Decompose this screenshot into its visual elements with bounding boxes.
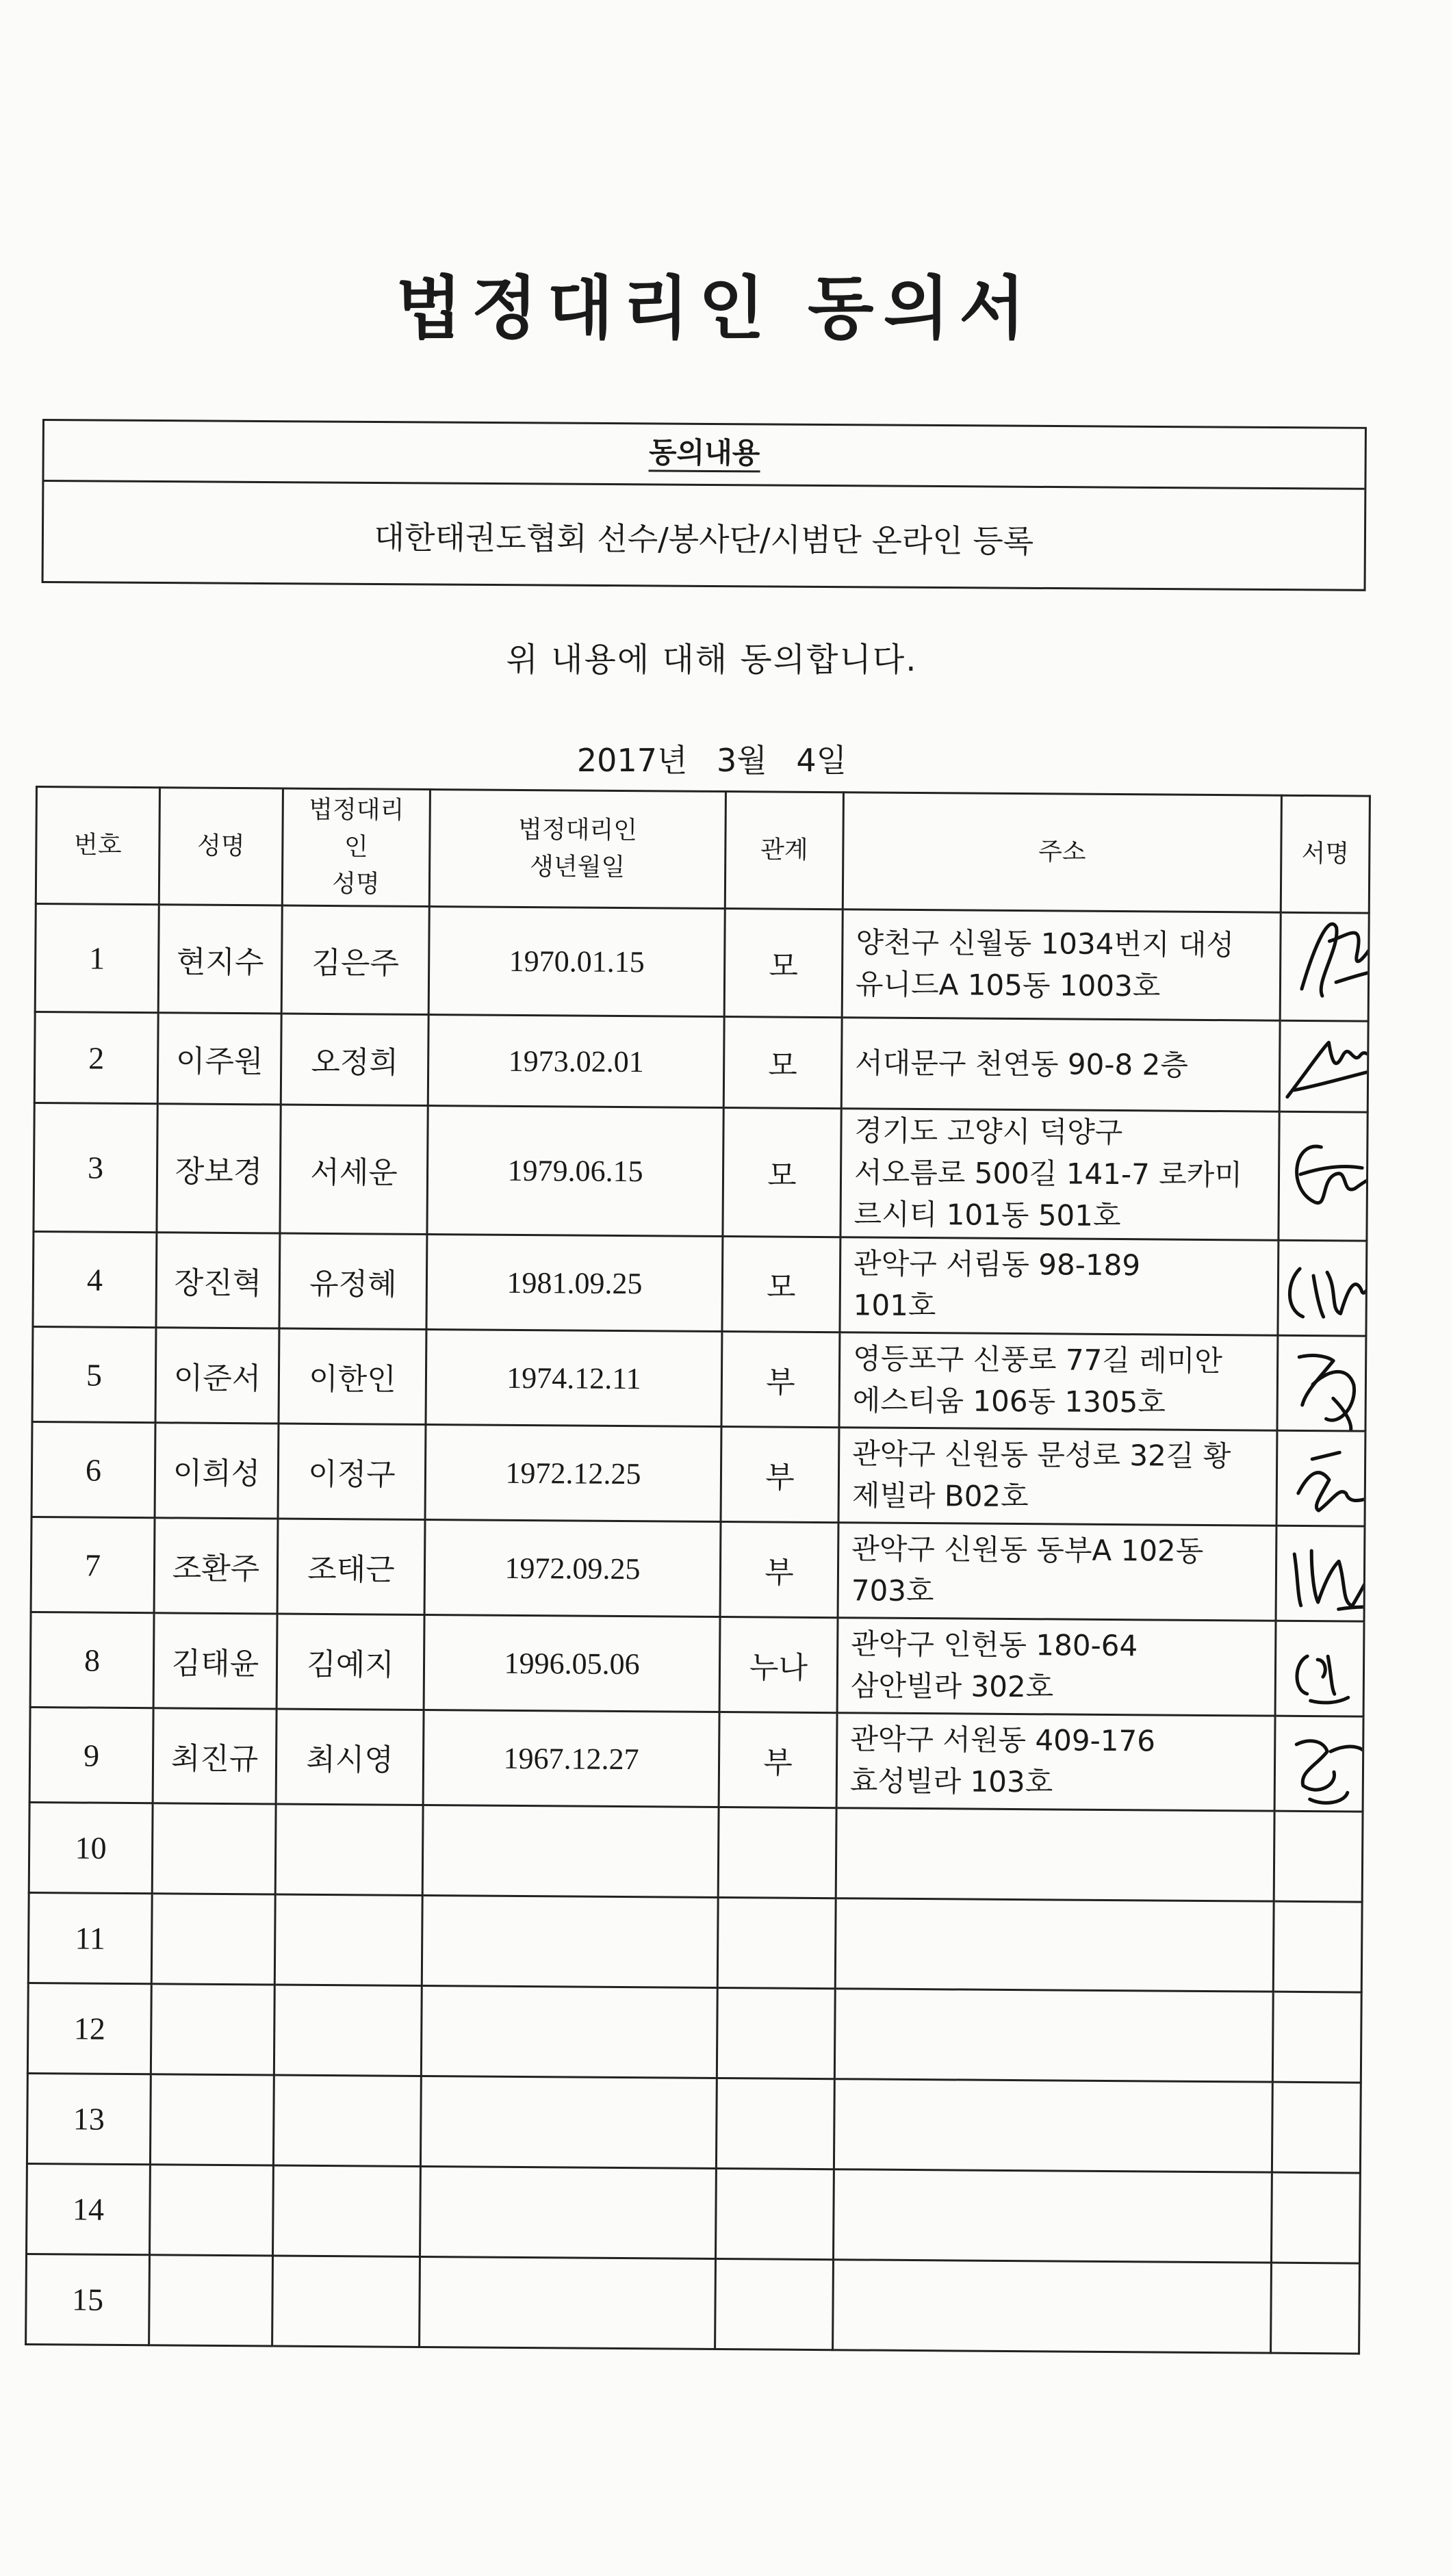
row-birth: 1996.05.06	[424, 1614, 720, 1712]
row-guardian: 이한인	[279, 1328, 426, 1424]
row-number: 1	[35, 904, 159, 1013]
address-line: 관악구 인헌동 180-64	[851, 1627, 1138, 1663]
table-row	[27, 2073, 1361, 2173]
table-row	[27, 2163, 1361, 2263]
row-relation: 부	[721, 1427, 839, 1523]
row-address	[841, 1018, 1280, 1111]
empty-cell	[1272, 1992, 1361, 2083]
row-number: 9	[29, 1707, 153, 1803]
address-line: 관악구 서원동 409-176	[850, 1722, 1156, 1758]
address-line: 경기도 고양시 덕양구	[854, 1113, 1123, 1150]
empty-cell	[420, 2166, 717, 2258]
row-signature	[1279, 1020, 1368, 1112]
row-guardian: 오정희	[281, 1014, 428, 1105]
empty-cell	[834, 1989, 1273, 2082]
row-signature	[1274, 1716, 1363, 1812]
table-row	[31, 1517, 1365, 1621]
header-guardian-name-line: 법정대리	[309, 795, 405, 825]
row-number: 13	[27, 2073, 151, 2164]
empty-cell	[834, 2079, 1272, 2172]
row-relation: 모	[724, 909, 843, 1018]
row-birth: 1979.06.15	[427, 1106, 723, 1237]
row-birth: 1981.09.25	[426, 1235, 723, 1332]
table-header-row	[36, 787, 1370, 914]
header-guardian-birth	[429, 790, 726, 909]
row-name: 이주원	[157, 1013, 281, 1105]
header-guardian-birth-line: 생년월일	[529, 853, 626, 882]
date-month: 3월	[717, 742, 767, 779]
row-signature	[1276, 1430, 1365, 1526]
table-row	[27, 1983, 1361, 2083]
row-address	[838, 1523, 1276, 1621]
table-row	[34, 1012, 1368, 1113]
row-address	[837, 1618, 1276, 1716]
guardian-table	[25, 786, 1369, 2355]
empty-cell	[717, 1898, 836, 1989]
row-guardian: 최시영	[276, 1709, 424, 1805]
row-address	[839, 1332, 1278, 1430]
header-relation: 관계	[725, 792, 843, 910]
row-signature	[1276, 1525, 1365, 1621]
row-guardian: 김은주	[281, 905, 429, 1014]
row-name: 장진혁	[156, 1233, 280, 1328]
empty-cell	[836, 1808, 1274, 1901]
row-number: 4	[33, 1231, 157, 1327]
row-relation: 부	[720, 1522, 838, 1618]
address-line: 703호	[851, 1573, 934, 1608]
signature-mark	[1275, 1621, 1364, 1716]
empty-cell	[273, 2075, 421, 2166]
address-line: 영등포구 신풍로 77길 레미안	[853, 1341, 1223, 1378]
header-guardian-name-line: 성명	[332, 870, 380, 899]
address-line: 관악구 신원동 동부A 102동	[851, 1532, 1204, 1569]
row-guardian: 김예지	[277, 1614, 424, 1710]
empty-cell	[1274, 1811, 1363, 1902]
table-row	[33, 1231, 1367, 1336]
table-row	[26, 2254, 1360, 2354]
table-row	[29, 1707, 1363, 1812]
table-row	[31, 1421, 1365, 1526]
row-number: 7	[31, 1517, 155, 1612]
header-guardian-name	[282, 788, 430, 906]
row-signature	[1277, 1335, 1366, 1431]
row-address	[836, 1713, 1275, 1811]
consent-box	[42, 419, 1367, 591]
empty-cell	[273, 2165, 421, 2256]
row-address	[842, 910, 1281, 1020]
row-number: 14	[27, 2163, 151, 2254]
row-number: 15	[26, 2254, 150, 2345]
row-name: 이준서	[155, 1328, 279, 1424]
row-number: 11	[28, 1892, 152, 1983]
signature-mark	[1280, 912, 1369, 1021]
table-row	[30, 1612, 1364, 1716]
date-year: 2017년	[576, 742, 688, 779]
row-name: 조환주	[154, 1518, 278, 1614]
table-row	[34, 1103, 1367, 1241]
consent-content: 대한태권도협회 선수/봉사단/시범단 온라인 등록	[374, 518, 1034, 560]
empty-cell	[272, 2256, 420, 2347]
row-name: 현지수	[158, 905, 282, 1014]
header-signature: 서명	[1281, 795, 1370, 913]
row-number: 8	[30, 1612, 154, 1708]
empty-cell	[421, 1985, 717, 2078]
empty-cell	[718, 1807, 836, 1898]
address-line: 제빌라 B02호	[851, 1478, 1029, 1514]
row-signature	[1278, 1240, 1367, 1336]
empty-cell	[149, 2255, 273, 2346]
document-date	[0, 736, 1424, 781]
signature-mark	[1276, 1430, 1365, 1526]
row-birth: 1967.12.27	[423, 1710, 719, 1807]
date-day: 4일	[796, 742, 847, 779]
table-row	[35, 904, 1369, 1022]
empty-cell	[275, 1804, 423, 1895]
empty-cell	[716, 2078, 834, 2169]
empty-cell	[1272, 2082, 1361, 2173]
table-row	[28, 1892, 1362, 1992]
row-guardian: 유정혜	[279, 1233, 427, 1329]
empty-cell	[420, 2076, 717, 2168]
row-guardian: 서세운	[280, 1105, 428, 1234]
row-name: 최진규	[153, 1708, 277, 1804]
header-name: 성명	[159, 788, 283, 905]
header-number: 번호	[36, 787, 159, 905]
address-line: 서오름로 500길 141-7 로카미	[853, 1155, 1243, 1192]
empty-cell	[274, 1894, 422, 1985]
empty-cell	[833, 2169, 1272, 2263]
row-relation: 누나	[719, 1617, 838, 1713]
header-guardian-name-line: 인	[344, 833, 368, 862]
address-line: 서대문구 천연동 90-8 2층	[855, 1045, 1189, 1082]
row-relation: 모	[722, 1237, 840, 1332]
row-address	[840, 1109, 1279, 1240]
row-birth: 1970.01.15	[428, 907, 725, 1017]
row-guardian: 조태근	[277, 1519, 425, 1614]
empty-cell	[420, 2256, 716, 2349]
address-line: 르시티 101동 501호	[853, 1197, 1121, 1233]
row-name: 김태윤	[153, 1613, 277, 1709]
empty-cell	[151, 1894, 275, 1985]
signature-mark	[1274, 1716, 1363, 1812]
row-birth: 1973.02.01	[428, 1015, 724, 1108]
row-relation: 모	[723, 1108, 841, 1237]
row-name: 장보경	[157, 1104, 281, 1233]
row-signature	[1279, 1111, 1367, 1241]
address-line: 효성빌라 103호	[849, 1764, 1053, 1799]
row-number: 10	[29, 1802, 153, 1893]
empty-cell	[422, 1805, 719, 1897]
agree-statement: 위 내용에 대해 동의합니다.	[506, 641, 918, 679]
consent-heading-text: 동의내용	[649, 437, 760, 472]
signature-mark	[1277, 1335, 1366, 1431]
address-line: 유니드A 105동 1003호	[855, 966, 1161, 1003]
empty-cell	[715, 2168, 834, 2259]
row-name: 이희성	[155, 1423, 279, 1519]
empty-cell	[717, 1987, 835, 2078]
table-row	[32, 1326, 1366, 1431]
row-signature	[1280, 912, 1369, 1021]
row-relation: 부	[719, 1712, 837, 1808]
empty-cell	[151, 1984, 274, 2075]
row-address	[840, 1237, 1279, 1335]
empty-cell	[150, 2165, 274, 2256]
address-line: 양천구 신월동 1034번지 대성	[856, 925, 1235, 962]
row-address	[838, 1428, 1277, 1525]
signature-mark	[1276, 1525, 1365, 1621]
empty-cell	[715, 2258, 834, 2349]
signature-mark	[1278, 1240, 1367, 1336]
address-line: 관악구 서림동 98-189	[853, 1246, 1141, 1283]
row-birth: 1974.12.11	[426, 1330, 722, 1427]
signature-mark	[1279, 1111, 1367, 1237]
row-number: 2	[34, 1012, 158, 1104]
row-relation: 모	[723, 1017, 842, 1109]
row-number: 6	[31, 1421, 155, 1517]
row-birth: 1972.12.25	[425, 1425, 721, 1522]
signature-mark	[1279, 1020, 1368, 1111]
empty-cell	[835, 1898, 1274, 1992]
document-title: 법정대리인 동의서	[396, 268, 1035, 348]
empty-cell	[422, 1895, 718, 1987]
row-number: 5	[32, 1326, 156, 1422]
empty-cell	[1273, 1901, 1362, 1992]
empty-cell	[833, 2260, 1272, 2353]
address-line: 관악구 신원동 문성로 32길 황	[852, 1437, 1231, 1473]
row-signature	[1275, 1621, 1364, 1716]
row-relation: 부	[721, 1332, 840, 1428]
header-guardian-birth-line: 법정대리인	[517, 815, 638, 845]
header-address: 주소	[843, 793, 1281, 912]
address-line: 에스티움 106동 1305호	[852, 1383, 1166, 1419]
row-birth: 1972.09.25	[424, 1519, 721, 1617]
consent-heading	[44, 421, 1365, 490]
empty-cell	[274, 1985, 422, 2076]
table-row	[29, 1802, 1363, 1902]
address-line: 101호	[853, 1288, 936, 1323]
row-number: 3	[34, 1103, 157, 1232]
address-line: 삼안빌라 302호	[850, 1669, 1054, 1704]
row-number: 12	[27, 1983, 151, 2074]
empty-cell	[1271, 2172, 1360, 2263]
row-guardian: 이정구	[278, 1424, 426, 1519]
empty-cell	[1271, 2263, 1360, 2354]
empty-cell	[152, 1803, 276, 1894]
empty-cell	[150, 2074, 274, 2165]
